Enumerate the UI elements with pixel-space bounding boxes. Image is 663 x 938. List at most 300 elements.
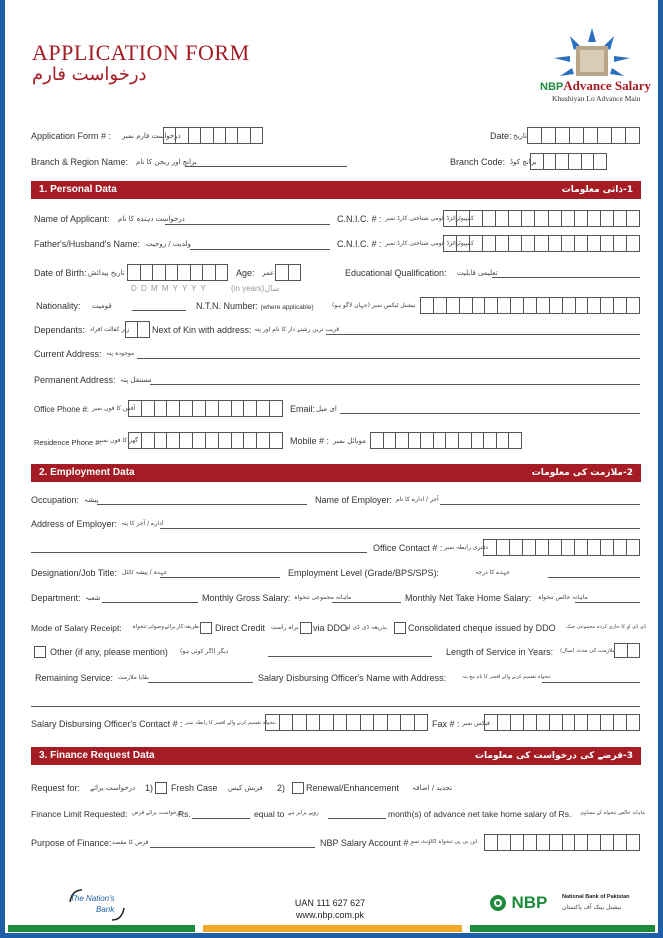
occupation-label-urdu: پیشہ — [84, 496, 99, 504]
digit-cell[interactable] — [508, 236, 521, 251]
digit-cell[interactable] — [600, 236, 613, 251]
digit-cell[interactable] — [188, 128, 200, 143]
digit-cell[interactable] — [456, 236, 469, 251]
section-personal-data-header: 1. Personal Data 1-ذاتی معلومات — [31, 181, 641, 199]
fax-label-urdu: فیکس نمبر — [462, 720, 490, 727]
digit-cell[interactable] — [626, 211, 639, 226]
fresh-case-label: Fresh Case — [171, 783, 218, 793]
digit-cell[interactable] — [574, 835, 587, 850]
digit-cell[interactable] — [166, 401, 179, 416]
digit-cell[interactable] — [548, 211, 561, 226]
digit-cell[interactable] — [471, 433, 484, 448]
digit-cell[interactable] — [128, 265, 140, 280]
digit-cell[interactable] — [371, 433, 383, 448]
digit-cell[interactable] — [421, 298, 433, 313]
length-of-service-label: Length of Service in Years: — [446, 647, 554, 657]
employer-address-input[interactable] — [160, 528, 640, 529]
digit-cell[interactable] — [192, 433, 205, 448]
logo-nbp: NBP — [540, 81, 564, 93]
digit-cell[interactable] — [165, 265, 178, 280]
digit-cell[interactable] — [256, 401, 269, 416]
digit-cell[interactable] — [587, 715, 600, 730]
father-cnic-input[interactable] — [443, 235, 640, 252]
residence-phone-label-urdu: گھر کا فون نمبر — [98, 437, 138, 444]
digit-cell[interactable] — [256, 433, 269, 448]
digit-cell[interactable] — [600, 540, 613, 555]
digit-cell[interactable] — [583, 128, 597, 143]
digit-cell[interactable] — [237, 128, 249, 143]
digit-cell[interactable] — [373, 715, 387, 730]
finance-amount-input[interactable] — [192, 818, 250, 819]
digit-cell[interactable] — [508, 433, 521, 448]
application-form-label: Application Form # : — [31, 131, 112, 141]
office-contact-input[interactable] — [483, 539, 640, 556]
occupation-input[interactable] — [97, 504, 307, 505]
age-label-urdu: عمر — [262, 269, 275, 277]
branch-region-input[interactable] — [185, 166, 347, 167]
education-label: Educational Qualification: — [345, 268, 447, 278]
applicant-name-input[interactable] — [165, 224, 330, 225]
bank-name: National Bank of Pakistan — [562, 894, 630, 900]
digit-cell[interactable] — [509, 540, 522, 555]
digit-cell[interactable] — [444, 211, 456, 226]
digit-cell[interactable] — [395, 433, 408, 448]
digit-cell[interactable] — [562, 835, 575, 850]
digit-cell[interactable] — [420, 433, 433, 448]
purpose-input[interactable] — [150, 847, 315, 848]
digit-cell[interactable] — [523, 298, 536, 313]
other-mode-checkbox[interactable] — [34, 646, 46, 658]
digit-cell[interactable] — [192, 401, 205, 416]
digit-cell[interactable] — [615, 644, 627, 657]
digit-cell[interactable] — [152, 265, 165, 280]
digit-cell[interactable] — [581, 154, 594, 169]
department-input[interactable] — [102, 602, 198, 603]
dob-label-urdu: تاریخ پیدائش — [88, 269, 125, 277]
other-mode-label: Other (if any, please mention) — [50, 647, 168, 657]
digit-cell[interactable] — [562, 715, 575, 730]
digit-cell[interactable] — [497, 835, 510, 850]
digit-cell[interactable] — [626, 835, 639, 850]
digit-cell[interactable] — [218, 401, 231, 416]
via-ddo-checkbox[interactable] — [300, 622, 312, 634]
digit-cell[interactable] — [562, 298, 575, 313]
digit-cell[interactable] — [472, 298, 485, 313]
digit-cell[interactable] — [164, 128, 175, 143]
sdo-contact-label: Salary Disbursing Officer's Contact # : — [31, 719, 183, 729]
digit-cell[interactable] — [190, 265, 203, 280]
digit-cell[interactable] — [458, 433, 471, 448]
finance-limit-label: Finance Limit Requested: — [31, 809, 128, 819]
net-salary-label-urdu: ماہانہ خالص تنخواہ — [538, 594, 588, 601]
designation-input[interactable] — [160, 577, 280, 578]
digit-cell[interactable] — [495, 236, 508, 251]
digit-cell[interactable] — [485, 835, 497, 850]
digit-cell[interactable] — [459, 298, 472, 313]
digit-cell[interactable] — [613, 715, 626, 730]
sdo-name-input[interactable] — [542, 682, 640, 683]
father-name-label-urdu: ولدیت / زوجیت — [146, 240, 191, 248]
logo-tagline: Khushiyan Lo Advance Main — [552, 94, 641, 103]
mobile-label: Mobile # : — [290, 436, 330, 446]
digit-cell[interactable] — [225, 128, 237, 143]
digit-cell[interactable] — [218, 433, 231, 448]
office-phone-input[interactable] — [128, 400, 283, 417]
digit-cell[interactable] — [497, 715, 510, 730]
father-husband-name-input[interactable] — [190, 249, 330, 250]
branch-code-label: Branch Code: — [450, 157, 506, 167]
current-address-label-urdu: موجودہ پتہ — [106, 350, 135, 357]
digit-cell[interactable] — [531, 154, 543, 169]
digit-cell[interactable] — [535, 540, 548, 555]
digit-cell[interactable] — [179, 433, 192, 448]
digit-cell[interactable] — [446, 298, 459, 313]
ntn-label: N.T.N. Number: (where applicable) — [196, 301, 314, 311]
next-of-kin-label: Next of Kin with address: — [152, 325, 252, 335]
digit-cell[interactable] — [250, 128, 262, 143]
digit-cell[interactable] — [626, 715, 639, 730]
months-salary-label-urdu: ماہانہ خالص تنخواہ کے مساوی — [580, 810, 645, 816]
digit-cell[interactable] — [433, 298, 446, 313]
net-salary-input[interactable] — [575, 602, 640, 603]
digit-cell[interactable] — [543, 154, 556, 169]
digit-cell[interactable] — [266, 715, 279, 730]
digit-cell[interactable] — [587, 835, 600, 850]
digit-cell[interactable] — [534, 211, 547, 226]
digit-cell[interactable] — [495, 211, 508, 226]
digit-cell[interactable] — [574, 540, 587, 555]
digit-cell[interactable] — [587, 298, 600, 313]
education-label-urdu: تعلیمی قابلیت — [457, 269, 498, 277]
next-of-kin-label-urdu: قریب ترین رشتے دار کا نام اور پتہ — [254, 326, 340, 333]
digit-cell[interactable] — [534, 236, 547, 251]
office-phone-label: Office Phone #: — [34, 405, 89, 414]
digit-cell[interactable] — [346, 715, 360, 730]
request-for-label: Request for: — [31, 783, 81, 793]
digit-cell[interactable] — [497, 298, 510, 313]
digit-cell[interactable] — [177, 265, 190, 280]
digit-cell[interactable] — [140, 265, 153, 280]
digit-cell[interactable] — [600, 715, 613, 730]
digit-cell[interactable] — [561, 236, 574, 251]
date-label: Date: — [490, 131, 512, 141]
employer-name-label-urdu: آجر / ادارے کا نام — [396, 496, 439, 503]
sdo-contact-input[interactable] — [265, 714, 428, 731]
permanent-address-label-urdu: مستقل پتہ — [120, 376, 152, 384]
digit-cell[interactable] — [205, 401, 218, 416]
purpose-label: Purpose of Finance: — [31, 838, 112, 848]
digit-cell[interactable] — [485, 715, 497, 730]
digit-cell[interactable] — [444, 236, 456, 251]
remaining-service-label-urdu: بقایا ملازمت — [118, 674, 149, 681]
consolidated-cheque-label-urdu: ڈی ڈی او کا جاری کردہ مجموعی چیک — [566, 624, 646, 630]
digit-cell[interactable] — [496, 433, 509, 448]
other-mode-input[interactable] — [268, 656, 432, 657]
digit-cell[interactable] — [555, 154, 568, 169]
digit-cell[interactable] — [593, 154, 606, 169]
employment-level-input[interactable] — [548, 577, 640, 578]
digit-cell[interactable] — [496, 540, 509, 555]
gross-salary-input[interactable] — [332, 602, 401, 603]
digit-cell[interactable] — [288, 265, 301, 280]
digit-cell[interactable] — [360, 715, 374, 730]
dependants-input[interactable] — [125, 321, 150, 338]
section-employment-data-header: 2. Employment Data 2-ملازمت کی معلومات — [31, 464, 641, 482]
digit-cell[interactable] — [561, 211, 574, 226]
digit-cell[interactable] — [600, 835, 613, 850]
sunburst-building-icon — [540, 28, 645, 80]
department-label: Department: — [31, 593, 81, 603]
digit-cell[interactable] — [433, 433, 446, 448]
digit-cell[interactable] — [626, 298, 639, 313]
office-phone-label-urdu: آفس کا فون نمبر — [92, 405, 136, 412]
application-form-number-input[interactable] — [163, 127, 263, 144]
salary-account-label: NBP Salary Account # : — [320, 838, 414, 848]
digit-cell[interactable] — [587, 236, 600, 251]
designation-label-urdu: عہدہ / پیشہ ٹائٹل — [122, 569, 168, 576]
digit-cell[interactable] — [536, 298, 549, 313]
digit-cell[interactable] — [521, 211, 534, 226]
footer-stripe-orange — [203, 925, 462, 932]
remaining-service-label: Remaining Service: — [35, 673, 114, 683]
digit-cell[interactable] — [333, 715, 347, 730]
digit-cell[interactable] — [561, 540, 574, 555]
digit-cell[interactable] — [141, 433, 154, 448]
salary-account-input[interactable] — [484, 834, 640, 851]
nationality-input[interactable] — [132, 310, 186, 311]
renewal-checkbox[interactable] — [292, 782, 304, 794]
digit-cell[interactable] — [613, 835, 626, 850]
digit-cell[interactable] — [569, 128, 583, 143]
digit-cell[interactable] — [528, 128, 541, 143]
dob-input[interactable] — [127, 264, 228, 281]
digit-cell[interactable] — [408, 433, 421, 448]
application-form-label-urdu: درخواست فارم نمبر — [122, 132, 181, 140]
dob-format-hint: D D M M Y Y Y Y — [131, 284, 207, 293]
father-cnic-label: C.N.I.C. # : — [337, 239, 382, 249]
digit-cell[interactable] — [306, 715, 320, 730]
nbp-logo — [489, 893, 547, 913]
digit-cell[interactable] — [154, 433, 167, 448]
digit-cell[interactable] — [627, 644, 640, 657]
digit-cell[interactable] — [575, 298, 588, 313]
other-mode-label-urdu: دیگر (اگر کوئی ہو) — [180, 648, 229, 655]
digit-cell[interactable] — [215, 265, 228, 280]
digit-cell[interactable] — [600, 211, 613, 226]
digit-cell[interactable] — [521, 236, 534, 251]
digit-cell[interactable] — [129, 433, 141, 448]
purpose-label-urdu: قرض کا مقصد — [112, 839, 149, 846]
digit-cell[interactable] — [574, 715, 587, 730]
digit-cell[interactable] — [205, 433, 218, 448]
form-title-urdu: درخواست فارم — [32, 64, 147, 85]
option-2-number: 2) — [277, 783, 286, 793]
digit-cell[interactable] — [179, 401, 192, 416]
digit-cell[interactable] — [243, 433, 256, 448]
nationality-label: Nationality: — [36, 301, 81, 311]
ntn-input[interactable] — [420, 297, 640, 314]
digit-cell[interactable] — [141, 401, 154, 416]
dependants-label-urdu: زیر کفالت افراد — [90, 326, 130, 333]
digit-cell[interactable] — [484, 540, 496, 555]
fresh-case-label-urdu: فریش کیس — [228, 784, 263, 792]
digit-cell[interactable] — [292, 715, 306, 730]
dependants-label: Dependants: — [34, 325, 86, 335]
occupation-label: Occupation: — [31, 495, 80, 505]
digit-cell[interactable] — [536, 835, 549, 850]
gross-salary-label: Monthly Gross Salary: — [202, 593, 291, 603]
digit-cell[interactable] — [483, 433, 496, 448]
renewal-label-urdu: تجدید / اضافہ — [412, 784, 453, 792]
digit-cell[interactable] — [231, 401, 244, 416]
digit-cell[interactable] — [587, 540, 600, 555]
digit-cell[interactable] — [137, 322, 149, 337]
digit-cell[interactable] — [626, 236, 639, 251]
digit-cell[interactable] — [549, 715, 562, 730]
email-input[interactable] — [340, 413, 640, 414]
cnic-label: C.N.I.C. # : — [337, 214, 382, 224]
digit-cell[interactable] — [549, 298, 562, 313]
length-of-service-input[interactable] — [614, 643, 640, 658]
digit-cell[interactable] — [269, 433, 282, 448]
sdo-contact-label-urdu: تنخواہ تقسیم کرنے والے افسر کا رابطہ نمبر — [185, 720, 276, 726]
contact-info — [280, 897, 380, 921]
department-label-urdu: شعبہ — [85, 594, 101, 602]
salary-mode-label-urdu: طریقہ کار برائے وصولی تنخواہ — [132, 624, 199, 630]
equal-to-label: equal to — [254, 809, 285, 819]
digit-cell[interactable] — [269, 401, 282, 416]
website-link[interactable]: www.nbp.com.pk — [295, 910, 365, 920]
digit-cell[interactable] — [523, 835, 536, 850]
digit-cell[interactable] — [574, 211, 587, 226]
nbp-advance-salary-logo — [540, 28, 651, 108]
digit-cell[interactable] — [611, 128, 625, 143]
next-of-kin-input[interactable] — [326, 334, 640, 335]
applicant-cnic-input[interactable] — [443, 210, 640, 227]
rs-label: Rs. — [178, 809, 191, 819]
digit-cell[interactable] — [276, 265, 288, 280]
digit-cell[interactable] — [508, 211, 521, 226]
digit-cell[interactable] — [414, 715, 428, 730]
digit-cell[interactable] — [600, 298, 613, 313]
form-title: APPLICATION FORM — [32, 40, 250, 65]
sdo-name-label: Salary Disbursing Officer's Name with Address: — [258, 673, 447, 683]
nbp-emblem-icon — [489, 894, 507, 912]
digit-cell[interactable] — [469, 236, 482, 251]
direct-credit-checkbox[interactable] — [200, 622, 212, 634]
remaining-service-input[interactable] — [148, 682, 253, 683]
digit-cell[interactable] — [445, 433, 458, 448]
age-label: Age: — [236, 268, 255, 278]
digit-cell[interactable] — [523, 715, 536, 730]
digit-cell[interactable] — [555, 128, 569, 143]
digit-cell[interactable] — [510, 298, 523, 313]
digit-cell[interactable] — [613, 298, 626, 313]
digit-cell[interactable] — [626, 540, 639, 555]
applicant-name-label: Name of Applicant: — [34, 214, 110, 224]
digit-cell[interactable] — [568, 154, 581, 169]
digit-cell[interactable] — [231, 433, 244, 448]
fresh-case-checkbox[interactable] — [155, 782, 167, 794]
digit-cell[interactable] — [469, 211, 482, 226]
nbp-logo-text: NBP — [511, 893, 548, 912]
sdo-address-line-2[interactable] — [31, 706, 640, 707]
digit-cell[interactable] — [587, 211, 600, 226]
digit-cell[interactable] — [613, 211, 626, 226]
digit-cell[interactable] — [484, 298, 497, 313]
salary-mode-label: Mode of Salary Receipt: — [31, 623, 122, 633]
digit-cell[interactable] — [510, 835, 523, 850]
digit-cell[interactable] — [536, 715, 549, 730]
digit-cell[interactable] — [126, 322, 137, 337]
education-input[interactable] — [492, 277, 640, 278]
date-input[interactable] — [527, 127, 640, 144]
branch-code-input[interactable] — [530, 153, 607, 170]
equal-to-label-urdu: روپے برابر ہے — [288, 810, 319, 816]
months-input[interactable] — [328, 818, 386, 819]
digit-cell[interactable] — [574, 236, 587, 251]
ntn-label-urdu: نیشنل ٹیکس نمبر (جہاں لاگو ہو) — [332, 302, 416, 309]
digit-cell[interactable] — [613, 236, 626, 251]
employer-address-label-urdu: ادارے / آجر کا پتہ — [121, 520, 164, 527]
digit-cell[interactable] — [129, 401, 141, 416]
digit-cell[interactable] — [482, 236, 495, 251]
branch-region-label-urdu: برانچ اور ریجن کا نام — [136, 158, 197, 166]
employer-name-input[interactable] — [440, 504, 640, 505]
digit-cell[interactable] — [456, 211, 469, 226]
digit-cell[interactable] — [383, 433, 396, 448]
digit-cell[interactable] — [387, 715, 401, 730]
digit-cell[interactable] — [200, 128, 212, 143]
mobile-input[interactable] — [370, 432, 522, 449]
renewal-label: Renewal/Enhancement — [306, 783, 400, 793]
digit-cell[interactable] — [597, 128, 611, 143]
age-unit-hint: (in years)سال — [231, 284, 280, 293]
uan-number: UAN 111 627 627 — [294, 898, 366, 908]
digit-cell[interactable] — [541, 128, 555, 143]
digit-cell[interactable] — [279, 715, 293, 730]
option-1-number: 1) — [145, 783, 154, 793]
digit-cell[interactable] — [613, 540, 626, 555]
digit-cell[interactable] — [548, 236, 561, 251]
digit-cell[interactable] — [166, 433, 179, 448]
age-input[interactable] — [275, 264, 301, 281]
digit-cell[interactable] — [522, 540, 535, 555]
digit-cell[interactable] — [548, 540, 561, 555]
digit-cell[interactable] — [482, 211, 495, 226]
permanent-address-input[interactable] — [150, 384, 640, 385]
section-finance-request-header: 3. Finance Request Data 3-قرضے کی درخواست کی معلومات — [31, 747, 641, 765]
digit-cell[interactable] — [549, 835, 562, 850]
digit-cell[interactable] — [213, 128, 225, 143]
digit-cell[interactable] — [202, 265, 215, 280]
digit-cell[interactable] — [625, 128, 639, 143]
current-address-input[interactable] — [137, 358, 640, 359]
employer-address-line-2[interactable] — [31, 552, 367, 553]
digit-cell[interactable] — [510, 715, 523, 730]
nations-bank-slogan — [62, 888, 142, 922]
consolidated-cheque-checkbox[interactable] — [394, 622, 406, 634]
fax-input[interactable] — [484, 714, 640, 731]
digit-cell[interactable] — [154, 401, 167, 416]
digit-cell[interactable] — [319, 715, 333, 730]
digit-cell[interactable] — [243, 401, 256, 416]
digit-cell[interactable] — [400, 715, 414, 730]
residence-phone-input[interactable] — [128, 432, 283, 449]
gross-salary-label-urdu: ماہانہ مجموعی تنخواہ — [294, 594, 352, 601]
digit-cell[interactable] — [175, 128, 187, 143]
email-label-urdu: ای میل — [316, 405, 337, 413]
